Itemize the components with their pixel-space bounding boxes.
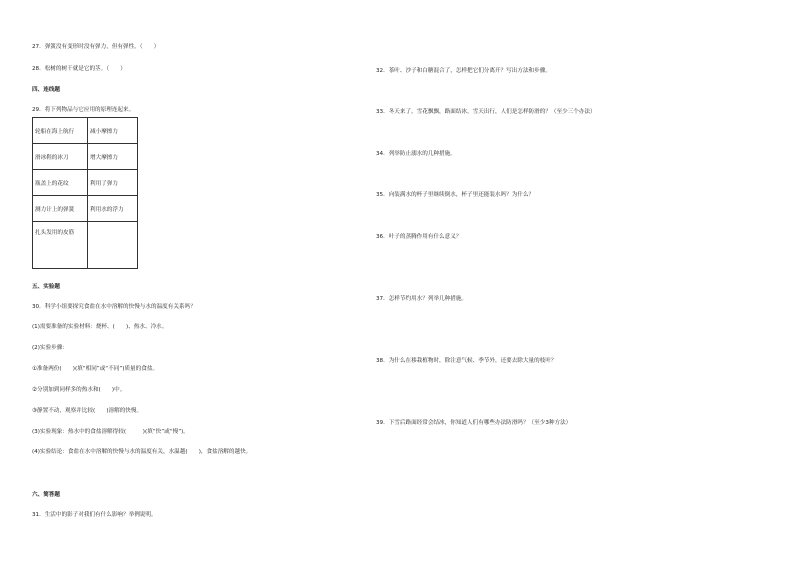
question-36: 36．叶子的蒸腾作用有什么意义？ xyxy=(376,234,462,240)
table-cell-item: 瓶盖上的花纹 xyxy=(33,170,88,196)
question-30-part-2: (2)实验步骤： xyxy=(32,345,68,351)
question-33: 33．冬天来了，雪花飘飘，路面结冰。雪天出行，人们是怎样防滑的？（至少三个办法） xyxy=(376,109,596,115)
question-30-part-3: (3)实验现象：热水中的食盐溶解得较( )(填“快”或“慢”)。 xyxy=(32,429,189,435)
table-cell-principle: 利用了弹力 xyxy=(88,170,138,196)
question-28: 28．松树的树干就是它的茎。（ ） xyxy=(32,66,126,72)
table-row xyxy=(33,222,138,269)
question-37: 37．怎样节约用水？列举几种措施。 xyxy=(376,296,468,302)
table-cell-principle: 增大摩擦力 xyxy=(88,144,138,170)
table-row xyxy=(33,144,138,170)
table-row xyxy=(33,196,138,222)
table-row xyxy=(33,118,138,144)
question-29: 29．将下列物品与它应用的原理连起来。 xyxy=(32,107,135,113)
section-heading-experiment: 五、实验题 xyxy=(32,284,60,290)
question-30-part-4: (4)实验结论：食盐在水中溶解的快慢与水的温度有关，水温越( )，食盐溶解的越快。 xyxy=(32,449,252,455)
table-cell-principle xyxy=(88,222,138,269)
question-30: 30．科学小组要探究食盐在水中溶解的快慢与水的温度有关系吗？ xyxy=(32,304,196,310)
question-39: 39．下雪后路面经常会结冰，你知道人们有哪些办法防滑吗？（至少3种方法） xyxy=(376,420,572,426)
question-30-step-2: ②分别加到同样多的热水和( )中。 xyxy=(32,387,126,393)
question-31: 31．生活中的影子对我们有什么影响？举例说明。 xyxy=(32,512,157,518)
table-cell-item: 滑冰鞋的冰刀 xyxy=(33,144,88,170)
question-30-part-1: (1)需要准备的实验材料：烧杯、( )、热水、冷水。 xyxy=(32,324,168,330)
question-35: 35．向装满水的杯子里继续倒水，杯子里还能装水吗？为什么？ xyxy=(376,192,535,198)
table-cell-principle: 减小摩擦力 xyxy=(88,118,138,144)
question-30-step-3: ③静置不动，观察并比较( )溶解的快慢。 xyxy=(32,408,143,414)
table-cell-item: 轮船在海上航行 xyxy=(33,118,88,144)
table-row xyxy=(33,170,138,196)
question-30-step-1: ①准备两份( )(填“相同”或“不同”)质量的食盐。 xyxy=(32,366,159,372)
section-heading-short-answer: 六、简答题 xyxy=(32,492,60,498)
matching-table xyxy=(32,117,138,269)
section-heading-matching: 四、连线题 xyxy=(32,87,60,93)
table-cell-principle: 利用水的浮力 xyxy=(88,196,138,222)
question-38: 38．为什么在移栽植物时，除注意气候、季节外，还要去除大量的枝叶？ xyxy=(376,358,557,364)
table-cell-item: 测力计上的弹簧 xyxy=(33,196,88,222)
table-cell-item: 扎头发用的皮筋 xyxy=(33,222,88,269)
question-27: 27．弹簧没有变形时没有弹力，但有弹性。（ ） xyxy=(32,44,160,50)
question-32: 32．茶叶、沙子和白糖混合了，怎样把它们分离开？写出方法和步骤。 xyxy=(376,68,551,74)
question-34: 34．列举防止溺水的几种措施。 xyxy=(376,151,456,157)
